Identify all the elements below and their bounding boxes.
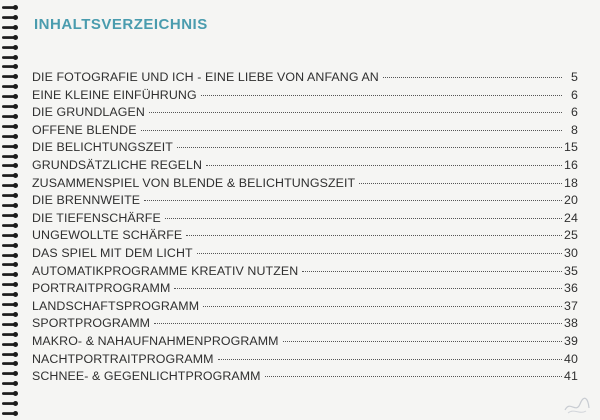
toc-entry <box>32 158 578 176</box>
toc-entry-page-number: 40 <box>564 351 578 366</box>
binding-coil <box>2 34 18 42</box>
binding-coil <box>2 153 18 161</box>
toc-entry-label: MAKRO- & NAHAUFNAHMENPROGRAMM <box>32 333 279 348</box>
binding-coil <box>2 93 18 101</box>
toc-entry-label: PORTRAITPROGRAMM <box>32 281 171 296</box>
binding-coil <box>2 83 18 91</box>
binding-coil <box>2 360 18 368</box>
dot-leader <box>359 183 562 184</box>
binding-coil <box>2 341 18 349</box>
dot-leader <box>206 165 562 166</box>
toc-entry-page-number: 15 <box>564 140 578 155</box>
toc-entry-page-number: 41 <box>564 369 578 384</box>
toc-entry-label: SPORTPROGRAMM <box>32 316 151 331</box>
binding-coil <box>2 380 18 388</box>
table-of-contents <box>32 70 578 387</box>
toc-entry-page-number: 25 <box>564 228 578 243</box>
toc-entry-label: OFFENE BLENDE <box>32 122 137 137</box>
doodle-mark <box>562 394 592 416</box>
binding-coil <box>2 232 18 240</box>
binding-coil <box>2 410 18 418</box>
binding-coil <box>2 351 18 359</box>
dot-leader <box>149 112 562 113</box>
toc-entry-page-number: 6 <box>571 105 578 120</box>
binding-coil <box>2 103 18 111</box>
binding-coil <box>2 301 18 309</box>
binding-coil <box>2 281 18 289</box>
toc-entry-page-number: 36 <box>564 281 578 296</box>
toc-entry-page-number: 37 <box>564 298 578 313</box>
binding-coil <box>2 192 18 200</box>
toc-entry-label: DIE TIEFENSCHÄRFE <box>32 210 161 225</box>
toc-entry <box>32 334 578 352</box>
toc-entry <box>32 369 578 387</box>
dot-leader <box>141 130 562 131</box>
toc-entry <box>32 176 578 194</box>
dot-leader <box>154 323 562 324</box>
binding-coil <box>2 133 18 141</box>
binding-coil <box>2 242 18 250</box>
dot-leader <box>174 288 562 289</box>
toc-entry <box>32 264 578 282</box>
binding-coil <box>2 44 18 52</box>
toc-entry-page-number: 39 <box>564 333 578 348</box>
toc-entry-label: DIE BELICHTUNGSZEIT <box>32 140 173 155</box>
toc-entry <box>32 123 578 141</box>
binding-coil <box>2 63 18 71</box>
binding-coil <box>2 4 18 12</box>
binding-coil <box>2 390 18 398</box>
binding-coil <box>2 73 18 81</box>
toc-entry <box>32 246 578 264</box>
binding-coil <box>2 24 18 32</box>
binding-coil <box>2 172 18 180</box>
binding-coil <box>2 400 18 408</box>
dot-leader <box>302 271 562 272</box>
toc-entry-label: ZUSAMMENSPIEL VON BLENDE & BELICHTUNGSZEIT <box>32 175 356 190</box>
toc-entry <box>32 140 578 158</box>
toc-entry-label: EINE KLEINE EINFÜHRUNG <box>32 87 197 102</box>
binding-coil <box>2 143 18 151</box>
binding-coil <box>2 212 18 220</box>
toc-entry-page-number: 35 <box>564 263 578 278</box>
dot-leader <box>165 218 562 219</box>
toc-entry-label: NACHTPORTRAITPROGRAMM <box>32 351 214 366</box>
toc-entry <box>32 299 578 317</box>
toc-entry-label: DAS SPIEL MIT DEM LICHT <box>32 245 193 260</box>
dot-leader <box>197 253 562 254</box>
dot-leader <box>218 359 562 360</box>
toc-entry <box>32 352 578 370</box>
toc-entry <box>32 193 578 211</box>
binding-coil <box>2 252 18 260</box>
binding-coil <box>2 14 18 22</box>
toc-entry <box>32 105 578 123</box>
dot-leader <box>383 77 562 78</box>
page-title: INHALTSVERZEICHNIS <box>34 16 208 33</box>
toc-entry-page-number: 20 <box>564 193 578 208</box>
binding-coil <box>2 113 18 121</box>
dot-leader <box>201 95 562 96</box>
binding-coil <box>2 202 18 210</box>
binding-coil <box>2 291 18 299</box>
binding-coil <box>2 370 18 378</box>
toc-entry-page-number: 16 <box>564 157 578 172</box>
toc-entry-page-number: 8 <box>571 122 578 137</box>
toc-entry <box>32 281 578 299</box>
dot-leader <box>186 235 562 236</box>
spiral-binding <box>0 0 22 420</box>
dot-leader <box>177 147 562 148</box>
binding-coil <box>2 271 18 279</box>
binding-coil <box>2 311 18 319</box>
dot-leader <box>144 200 562 201</box>
toc-entry-label: GRUNDSÄTZLICHE REGELN <box>32 157 203 172</box>
binding-coil <box>2 123 18 131</box>
binding-coil <box>2 331 18 339</box>
toc-entry-page-number: 6 <box>571 87 578 102</box>
binding-coil <box>2 222 18 230</box>
toc-entry-page-number: 24 <box>564 210 578 225</box>
toc-entry-page-number: 18 <box>564 175 578 190</box>
toc-entry-page-number: 38 <box>564 316 578 331</box>
dot-leader <box>203 306 562 307</box>
toc-entry-page-number: 5 <box>571 70 578 84</box>
toc-entry <box>32 228 578 246</box>
toc-entry <box>32 316 578 334</box>
toc-entry-label: DIE FOTOGRAFIE UND ICH - EINE LIEBE VON ANFANG AN <box>32 70 379 84</box>
toc-entry-label: LANDSCHAFTSPROGRAMM <box>32 298 200 313</box>
binding-coil <box>2 54 18 62</box>
binding-coil <box>2 182 18 190</box>
binding-coil <box>2 162 18 170</box>
toc-entry <box>32 70 578 88</box>
toc-entry-label: AUTOMATIKPROGRAMME KREATIV NUTZEN <box>32 263 299 278</box>
toc-entry-label: DIE BRENNWEITE <box>32 193 141 208</box>
toc-entry-page-number: 30 <box>564 245 578 260</box>
binding-coil <box>2 321 18 329</box>
toc-entry-label: UNGEWOLLTE SCHÄRFE <box>32 228 183 243</box>
toc-entry-label: SCHNEE- & GEGENLICHTPROGRAMM <box>32 369 261 384</box>
dot-leader <box>283 341 562 342</box>
dot-leader <box>265 376 562 377</box>
toc-entry <box>32 88 578 106</box>
binding-coil <box>2 261 18 269</box>
toc-entry-label: DIE GRUNDLAGEN <box>32 105 145 120</box>
toc-entry <box>32 211 578 229</box>
